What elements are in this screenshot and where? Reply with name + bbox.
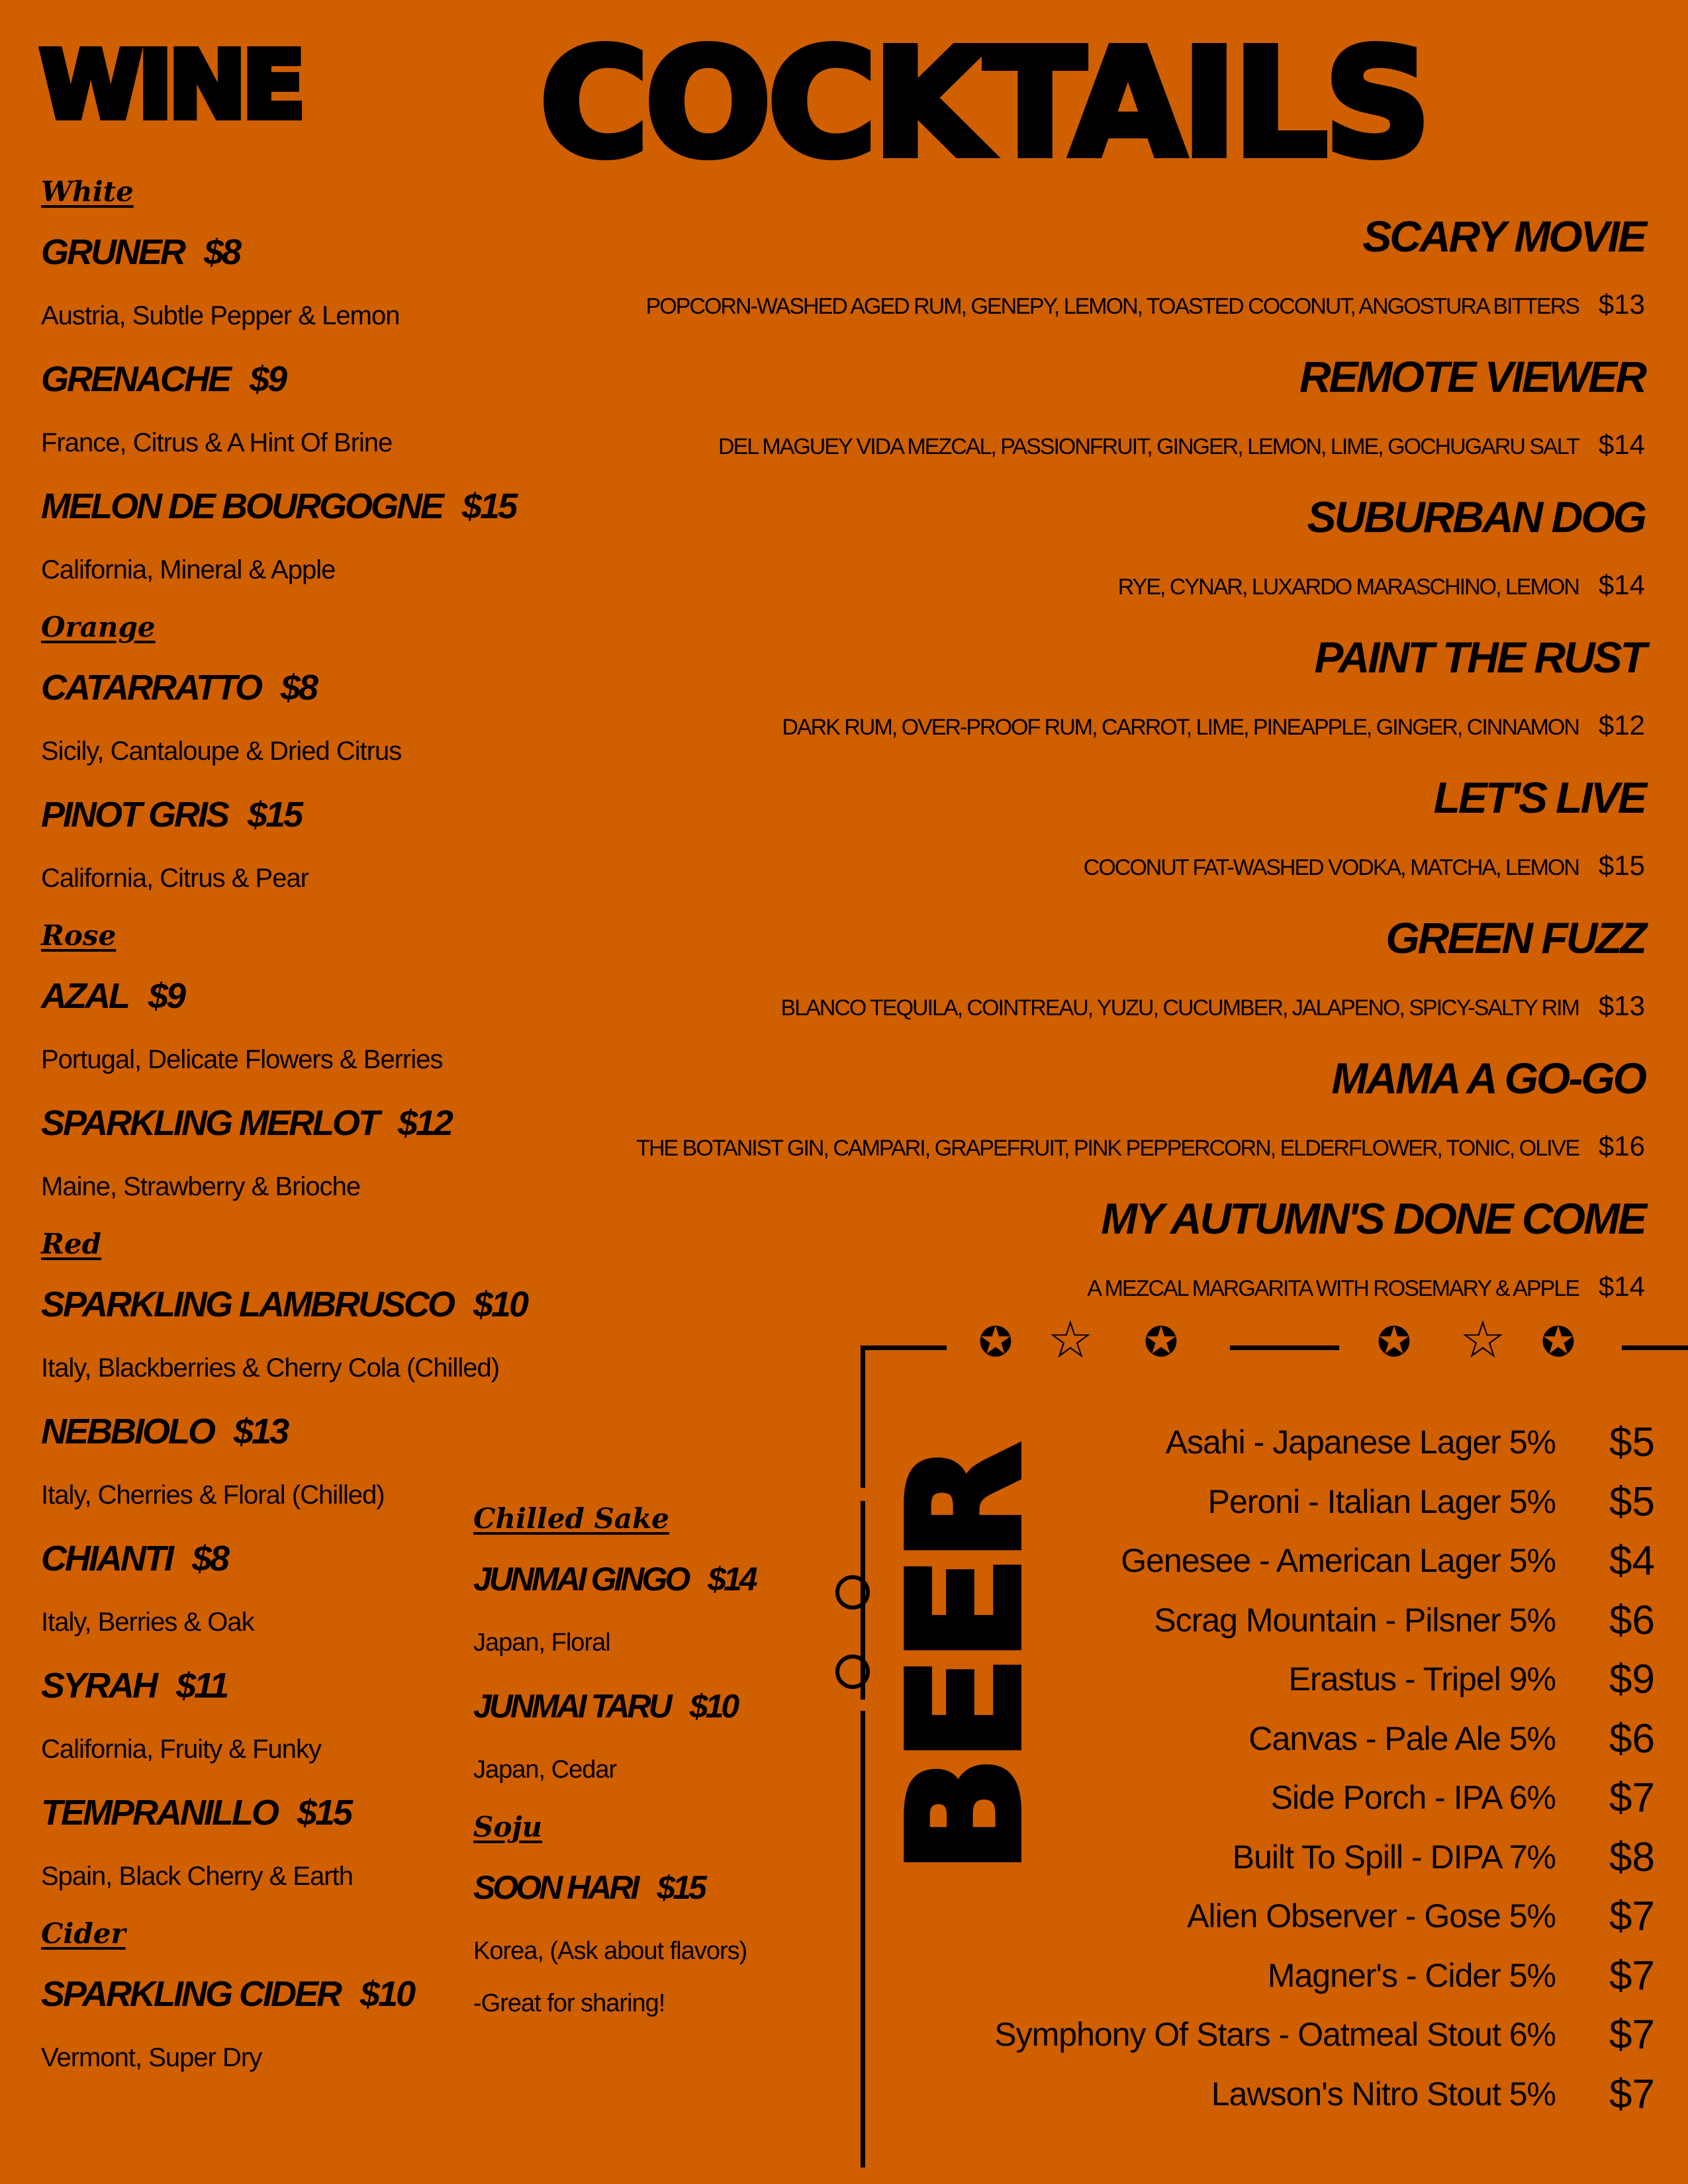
beer-price: $6 (1609, 1597, 1655, 1643)
item-name-row (41, 1090, 527, 1156)
beer-row (927, 2005, 1655, 2065)
frame-line (861, 1345, 865, 1488)
item-name: AZAL (41, 976, 128, 1016)
beer-name: Symphony Of Stars - Oatmeal Stout 6% (994, 2016, 1556, 2053)
item-price: $8 (191, 1539, 228, 1578)
cocktail-price: $14 (1598, 1271, 1645, 1302)
item-name-row (41, 782, 527, 848)
cocktail-name: PAINT THE RUST (1314, 633, 1645, 682)
beer-row (927, 1473, 1655, 1532)
item-description: Italy, Berries & Oak (41, 1608, 254, 1637)
beer-name: Erastus - Tripel 9% (1288, 1661, 1556, 1698)
item-name: PINOT GRIS (41, 795, 228, 835)
cocktail-name: SUBURBAN DOG (1307, 492, 1645, 541)
item-price: $8 (280, 668, 317, 707)
cocktail-name-row (520, 202, 1645, 271)
beer-row (927, 2065, 1655, 2124)
cocktail-name-row (520, 342, 1645, 412)
item-description-row (473, 1739, 755, 1800)
item-description-row (41, 285, 527, 346)
cocktail-price: $13 (1598, 990, 1645, 1021)
item-name-row (41, 1780, 527, 1846)
item-price: $15 (657, 1869, 704, 1906)
item-name: SPARKLING CIDER (41, 1974, 341, 2014)
section-header-label: Red (41, 1228, 101, 1260)
item-description: Vermont, Super Dry (41, 2043, 262, 2072)
item-name-row (473, 1673, 755, 1739)
section-header (41, 600, 527, 655)
item-name-row (41, 963, 527, 1029)
item-description-row (41, 1846, 527, 1907)
beer-price: $7 (1609, 1952, 1655, 1999)
cocktail-ingredients: A MEZCAL MARGARITA WITH ROSEMARY & APPLE (1087, 1276, 1579, 1301)
beer-price: $7 (1609, 1775, 1655, 1821)
cocktail-ingredients: DEL MAGUEY VIDA MEZCAL, PASSIONFRUIT, GINGER, LEMON, LIME, GOCHUGARU SALT (718, 434, 1579, 459)
item-description: -Great for sharing! (473, 1989, 665, 2017)
beer-row (927, 1768, 1655, 1828)
item-description: Italy, Cherries & Floral (Chilled) (41, 1480, 385, 1510)
item-price: $8 (204, 232, 240, 272)
section-header (41, 1907, 527, 1961)
beer-name: Genesee - American Lager 5% (1121, 1542, 1556, 1579)
beer-name: Canvas - Pale Ale 5% (1248, 1719, 1556, 1757)
item-description: Japan, Floral (473, 1629, 610, 1657)
cocktail-name-row (520, 623, 1645, 692)
beer-row (927, 1591, 1655, 1651)
item-name-row (41, 1525, 527, 1592)
item-name-row (41, 655, 527, 721)
beer-name: Peroni - Italian Lager 5% (1207, 1482, 1556, 1520)
beer-name: Side Porch - IPA 6% (1270, 1779, 1556, 1816)
item-description-row (41, 539, 527, 600)
cocktail-description-row (520, 833, 1645, 903)
item-description: Korea, (Ask about flavors) (473, 1937, 747, 1965)
cocktail-name: SCARY MOVIE (1362, 212, 1645, 261)
beer-row (927, 1650, 1655, 1709)
item-name-row (473, 1854, 755, 1921)
item-name: SPARKLING LAMBRUSCO (41, 1285, 453, 1324)
star-icon: ☆ (1047, 1310, 1094, 1369)
beer-row (927, 1887, 1655, 1946)
item-description-row (41, 2027, 527, 2088)
item-description-row (41, 1029, 527, 1090)
item-name: SOON HARI (473, 1869, 637, 1906)
item-name: MELON DE BOURGOGNE (41, 486, 443, 526)
cocktail-price: $14 (1598, 569, 1645, 600)
beer-price: $4 (1609, 1538, 1655, 1584)
item-description: Maine, Strawberry & Brioche (41, 1172, 361, 1201)
star-icon: ✪ (1377, 1320, 1411, 1365)
cocktail-price: $15 (1598, 850, 1645, 881)
item-price: $10 (473, 1285, 528, 1324)
cocktail-list (520, 202, 1645, 1324)
item-price: $11 (176, 1666, 228, 1706)
beer-price: $7 (1609, 2012, 1655, 2058)
sake-list (473, 1492, 755, 2025)
cocktail-price: $13 (1598, 289, 1645, 320)
section-header (41, 909, 527, 963)
item-name: SPARKLING MERLOT (41, 1103, 378, 1143)
item-price: $14 (708, 1561, 755, 1598)
cocktail-description-row (520, 973, 1645, 1044)
item-name: TEMPRANILLO (41, 1793, 277, 1833)
frame-line (1622, 1345, 1688, 1350)
cocktail-name: MAMA A GO-GO (1331, 1054, 1645, 1103)
section-header (473, 1492, 755, 1546)
star-icon: ✪ (978, 1320, 1013, 1365)
cocktail-ingredients: RYE, CYNAR, LUXARDO MARASCHINO, LEMON (1117, 574, 1579, 600)
item-description: Sicily, Cantaloupe & Dried Citrus (41, 737, 402, 766)
beer-row (927, 1413, 1655, 1473)
item-name: GRUNER (41, 232, 185, 272)
cocktail-description-row (520, 552, 1645, 623)
beer-title: BEER (878, 1447, 1055, 1873)
cocktail-description-row (520, 412, 1645, 482)
item-price: $15 (297, 1793, 352, 1833)
cocktail-ingredients: DARK RUM, OVER-PROOF RUM, CARROT, LIME, PINEAPPLE, GINGER, CINNAMON (782, 715, 1579, 740)
item-description-row (41, 1592, 527, 1653)
item-price: $15 (462, 486, 516, 526)
cocktail-name-row (520, 1184, 1645, 1253)
beer-row (927, 1946, 1655, 2006)
cocktail-name: MY AUTUMN'S DONE COME (1101, 1194, 1645, 1243)
beer-name: Asahi - Japanese Lager 5% (1165, 1424, 1556, 1461)
item-price: $10 (360, 1974, 414, 2014)
item-description: Italy, Blackberries & Cherry Cola (Chilled) (41, 1353, 500, 1383)
item-name-row (41, 1653, 527, 1719)
item-name: CHIANTI (41, 1539, 172, 1578)
section-header-label: Orange (41, 611, 156, 643)
item-price: $13 (234, 1412, 288, 1451)
cocktail-name: LET'S LIVE (1433, 773, 1645, 822)
beer-row (927, 1828, 1655, 1888)
item-name-row (41, 346, 527, 412)
frame-line (861, 1345, 947, 1350)
item-name: NEBBIOLO (41, 1412, 214, 1451)
item-description-row (41, 1719, 527, 1780)
section-header-label: Rose (41, 919, 117, 952)
item-description-row (473, 1612, 755, 1673)
item-description-row (41, 1338, 527, 1398)
item-price: $10 (689, 1688, 737, 1725)
frame-line (1230, 1345, 1339, 1350)
item-name: CATARRATTO (41, 668, 261, 707)
item-description: Portugal, Delicate Flowers & Berries (41, 1045, 443, 1074)
section-header-label: Soju (473, 1811, 543, 1843)
star-icon: ☆ (1460, 1310, 1506, 1369)
item-price: $9 (148, 976, 185, 1016)
beer-row (927, 1709, 1655, 1769)
beer-price: $5 (1609, 1420, 1655, 1465)
beer-name: Magner's - Cider 5% (1267, 1956, 1556, 1994)
beer-price: $8 (1609, 1834, 1655, 1880)
item-name-row (41, 219, 527, 285)
frame-line (861, 1711, 865, 2167)
item-description: Austria, Subtle Pepper & Lemon (41, 301, 400, 330)
item-description: Spain, Black Cherry & Earth (41, 1862, 353, 1891)
beer-name: Alien Observer - Gose 5% (1187, 1897, 1556, 1934)
beer-row (927, 1531, 1655, 1591)
cocktail-ingredients: BLANCO TEQUILA, COINTREAU, YUZU, CUCUMBER, JALAPENO, SPICY-SALTY RIM (780, 995, 1579, 1021)
cocktail-price: $12 (1598, 709, 1645, 741)
item-name: SYRAH (41, 1666, 157, 1706)
item-price: $9 (250, 359, 286, 399)
cocktail-description-row (520, 692, 1645, 763)
item-price: $12 (397, 1103, 452, 1143)
item-description: California, Fruity & Funky (41, 1735, 322, 1764)
cocktail-description-row (520, 271, 1645, 342)
wine-title: WINE (40, 32, 302, 140)
cocktail-price: $16 (1598, 1130, 1645, 1161)
section-header (473, 1800, 755, 1854)
section-header (41, 1217, 527, 1271)
cocktail-ingredients: THE BOTANIST GIN, CAMPARI, GRAPEFRUIT, PINK PEPPERCORN, ELDERFLOWER, TONIC, OLIVE (636, 1136, 1579, 1161)
cocktail-name-row (520, 763, 1645, 833)
item-description: France, Citrus & A Hint Of Brine (41, 428, 393, 457)
cocktail-ingredients: POPCORN-WASHED AGED RUM, GENEPY, LEMON, TOASTED COCONUT, ANGOSTURA BITTERS (645, 294, 1579, 319)
item-name-row (41, 473, 527, 539)
beer-name: Lawson's Nitro Stout 5% (1211, 2075, 1556, 2113)
beer-price: $6 (1609, 1715, 1655, 1762)
section-header-label: White (41, 175, 134, 208)
item-description-row (473, 1981, 755, 2025)
star-icon: ✪ (1144, 1320, 1178, 1365)
item-description-row (41, 412, 527, 473)
cocktail-name-row (520, 1044, 1645, 1113)
beer-list (927, 1413, 1655, 2124)
beer-name: Scrag Mountain - Pilsner 5% (1154, 1601, 1556, 1639)
beer-price: $7 (1609, 1893, 1655, 1939)
beer-name: Built To Spill - DIPA 7% (1232, 1838, 1556, 1876)
cocktail-name-row (520, 482, 1645, 552)
item-name: GRENACHE (41, 359, 230, 399)
item-name: JUNMAI GINGO (473, 1561, 688, 1598)
cocktail-name: REMOTE VIEWER (1299, 352, 1645, 401)
item-description-row (41, 1465, 527, 1525)
cocktail-name: GREEN FUZZ (1385, 913, 1645, 962)
item-description-row (41, 848, 527, 909)
item-description-row (473, 1921, 755, 1981)
cocktails-title: COCKTAILS (539, 17, 1428, 191)
cocktail-name-row (520, 903, 1645, 973)
item-description: Japan, Cedar (473, 1756, 617, 1784)
loop-ornament (835, 1655, 870, 1689)
cocktail-description-row (520, 1113, 1645, 1184)
section-header (41, 165, 527, 219)
beer-price: $9 (1609, 1657, 1655, 1702)
item-name-row (41, 1961, 527, 2027)
item-name: JUNMAI TARU (473, 1688, 670, 1725)
section-header-label: Chilled Sake (473, 1502, 669, 1535)
item-description: California, Mineral & Apple (41, 555, 336, 584)
beer-price: $5 (1609, 1479, 1655, 1525)
section-header-label: Cider (41, 1917, 126, 1950)
item-name-row (473, 1546, 755, 1612)
cocktail-price: $14 (1598, 429, 1645, 460)
beer-price: $7 (1609, 2071, 1655, 2117)
cocktail-ingredients: COCONUT FAT-WASHED VODKA, MATCHA, LEMON (1083, 855, 1579, 880)
item-price: $15 (248, 795, 302, 835)
item-description-row (41, 721, 527, 782)
wine-list (41, 165, 527, 2088)
item-description: California, Citrus & Pear (41, 864, 309, 893)
item-name-row (41, 1398, 527, 1465)
item-description-row (41, 1156, 527, 1217)
item-name-row (41, 1271, 527, 1338)
loop-ornament (835, 1575, 870, 1610)
star-icon: ✪ (1541, 1320, 1575, 1365)
